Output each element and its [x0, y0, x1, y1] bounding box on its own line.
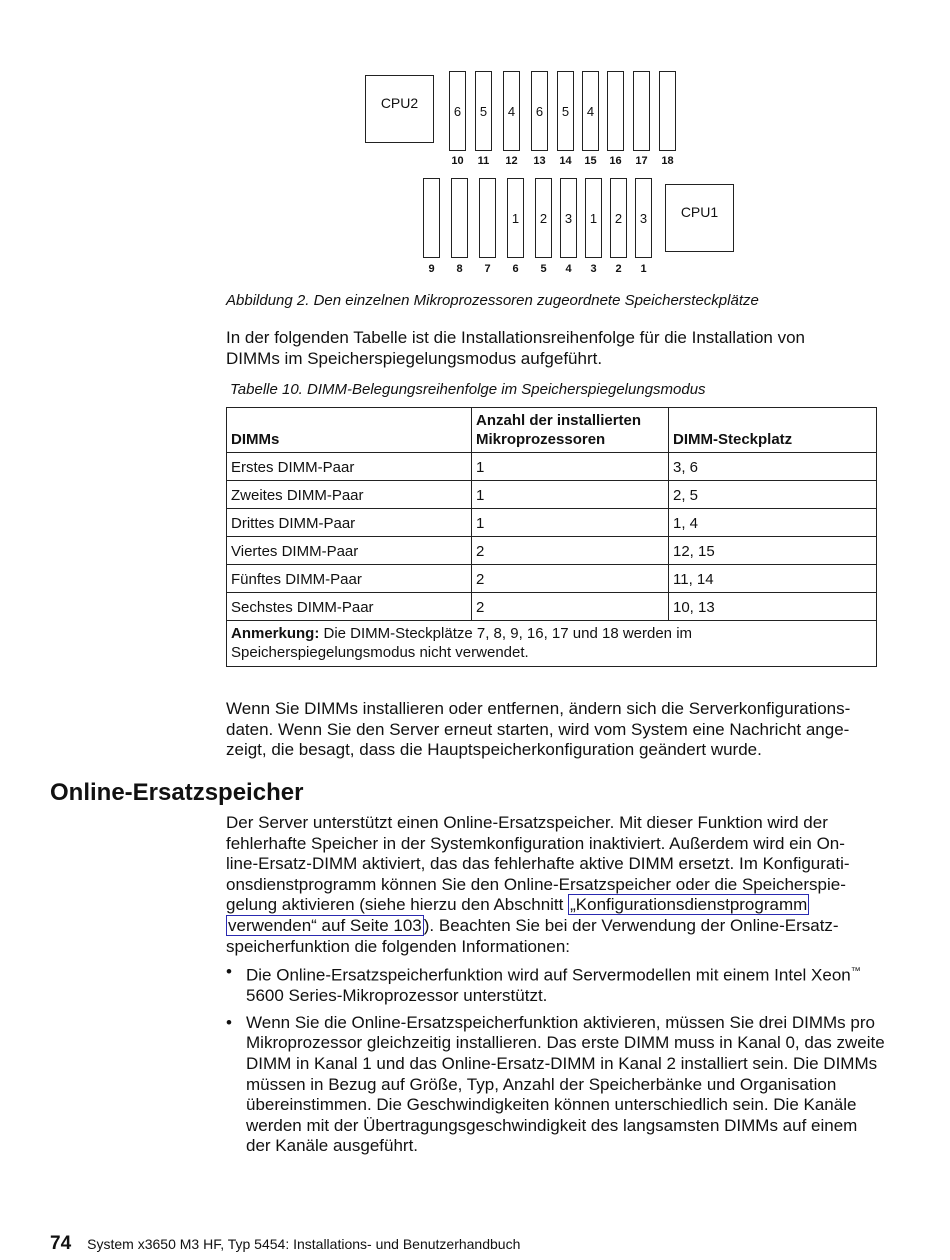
dimm-slot-3: 1 — [585, 178, 602, 258]
table-header-row — [227, 408, 877, 453]
header-slot: DIMM-Steckplatz — [669, 408, 877, 453]
info-bullet-list — [226, 962, 886, 1163]
slot-number: 4 — [565, 263, 572, 275]
table-cell: 1 — [472, 481, 669, 509]
config-utility-link-part1[interactable]: „Konfigurationsdienstprogramm — [570, 895, 808, 915]
table-cell: 1, 4 — [669, 509, 877, 537]
table-cell: Zweites DIMM-Paar — [227, 481, 472, 509]
slot-number: 9 — [428, 263, 435, 275]
slot-number: 6 — [512, 263, 519, 275]
table-note-row — [227, 621, 877, 667]
slot-number: 5 — [540, 263, 547, 275]
table-cell: Sechstes DIMM-Paar — [227, 593, 472, 621]
dimm-slot-1: 3 — [635, 178, 652, 258]
note-label: Anmerkung: — [231, 625, 320, 642]
dimm-slot-4: 3 — [560, 178, 577, 258]
slot-number: 18 — [661, 155, 674, 167]
table-row — [227, 481, 877, 509]
table-cell: Drittes DIMM-Paar — [227, 509, 472, 537]
header-dimms: DIMMs — [227, 408, 472, 453]
header-processors: Anzahl der installierten Mikroprozessoren — [472, 408, 669, 453]
section-title: Online-Ersatzspeicher — [50, 779, 304, 806]
table-cell: 10, 13 — [669, 593, 877, 621]
table-row — [227, 509, 877, 537]
section-text-1: Der Server unterstützt einen Online-Ersatzspeicher. Mit dieser Funktion wird der fehlerhafte Speicher in der Systemkonfiguration inaktiviert. Außerdem wird ein On-line-Ersatz-DIMM aktiviert, das das fehlerhafte aktive DIMM ersetzt. Im Konfigurati-onsdienstprogramm können Sie den Online-Ersatzspeicher oder die Speicherspie-gelung aktivieren (siehe hierzu den Abschnitt — [226, 813, 850, 915]
dimm-slot-18 — [659, 71, 676, 151]
slot-number: 14 — [559, 155, 572, 167]
note-text: Die DIMM-Steckplätze 7, 8, 9, 16, 17 und 18 werden im Speicherspiegelungsmodus nicht verwendet. — [231, 625, 693, 661]
slot-number: 2 — [615, 263, 622, 275]
table-cell: Viertes DIMM-Paar — [227, 537, 472, 565]
after-table-paragraph: Wenn Sie DIMMs installieren oder entfernen, ändern sich die Serverkonfigurations-daten. Wenn Sie den Server erneut starten, wird vom System eine Nachricht ange-zeigt, die besagt, dass die Hauptspeicherkonfiguration geändert wurde. — [226, 699, 851, 760]
table-cell: 1 — [472, 453, 669, 481]
figure-caption: Abbildung 2. Den einzelnen Mikroprozessoren zugeordnete Speichersteckplätze — [226, 292, 759, 309]
dimm-slot-10: 6 — [449, 71, 466, 151]
cpu2-label: CPU2 — [380, 95, 419, 111]
dimm-slot-12: 4 — [503, 71, 520, 151]
table-row — [227, 537, 877, 565]
slot-number: 12 — [505, 155, 518, 167]
slot-number: 10 — [451, 155, 464, 167]
slot-number: 8 — [456, 263, 463, 275]
trademark-symbol: ™ — [850, 966, 861, 977]
dimm-slot-17 — [633, 71, 650, 151]
dimm-slot-15: 4 — [582, 71, 599, 151]
section-text-2: ). Beachten Sie bei der Verwendung der Online-Ersatz-speicherfunktion die folgenden Informationen: — [226, 915, 839, 956]
table-cell: Erstes DIMM-Paar — [227, 453, 472, 481]
dimm-slot-11: 5 — [475, 71, 492, 151]
intro-paragraph: In der folgenden Tabelle ist die Installationsreihenfolge für die Installation von DIMMs im Speicherspiegelungsmodus aufgeführt. — [226, 328, 806, 368]
dimm-slot-5: 2 — [535, 178, 552, 258]
slot-number: 1 — [640, 263, 647, 275]
dimm-slot-16 — [607, 71, 624, 151]
table-row — [227, 593, 877, 621]
bullet-1-post: 5600 Series-Mikroprozessor unterstützt. — [246, 986, 548, 1006]
table-note — [227, 621, 877, 667]
config-utility-link-part2[interactable]: verwenden“ auf Seite 103 — [228, 915, 422, 935]
slot-number: 15 — [584, 155, 597, 167]
section-paragraph — [226, 813, 874, 957]
dimm-slot-8 — [451, 178, 468, 258]
table-caption: Tabelle 10. DIMM-Belegungsreihenfolge im Speicherspiegelungsmodus — [230, 381, 706, 398]
page-footer — [50, 1233, 520, 1255]
list-item — [226, 962, 886, 1007]
dimm-slot-13: 6 — [531, 71, 548, 151]
slot-number: 7 — [484, 263, 491, 275]
table-cell: Fünftes DIMM-Paar — [227, 565, 472, 593]
dimm-slot-7 — [479, 178, 496, 258]
dimm-table — [226, 407, 877, 667]
slot-number: 17 — [635, 155, 648, 167]
dimm-slot-6: 1 — [507, 178, 524, 258]
page-number: 74 — [50, 1233, 72, 1254]
table-body — [227, 453, 877, 621]
table-cell: 1 — [472, 509, 669, 537]
dimm-slot-9 — [423, 178, 440, 258]
dimm-slot-14: 5 — [557, 71, 574, 151]
list-item: • Wenn Sie die Online-Ersatzspeicherfunktion aktivieren, müssen Sie drei DIMMs pro Mikroprozessor gleichzeitig installieren. Das erste DIMM muss in Kanal 0, das zweite DIMM in Kanal 1 und das Online-Ersatz-DIMM in Kanal 2 installiert sein. Die DIMMs müssen in Bezug auf Größe, Typ, Anzahl der Speicherbänke und Organisation übereinstimmen. Die Geschwindigkeiten können unterschiedlich sein. Die Kanäle werden mit der Übertragungsgeschwindigkeit des langsamsten DIMMs auf einem der Kanäle ausgeführt. — [226, 1013, 886, 1157]
cpu1-label: CPU1 — [680, 204, 719, 220]
cpu2-box — [365, 75, 434, 143]
slot-number: 16 — [609, 155, 622, 167]
dimm-slot-2: 2 — [610, 178, 627, 258]
table-cell: 2 — [472, 593, 669, 621]
table-cell: 12, 15 — [669, 537, 877, 565]
table-row — [227, 453, 877, 481]
slot-number: 13 — [533, 155, 546, 167]
table-cell: 3, 6 — [669, 453, 877, 481]
slot-number: 11 — [477, 155, 490, 167]
cpu1-box — [665, 184, 734, 252]
footer-text: System x3650 M3 HF, Typ 5454: Installations- und Benutzerhandbuch — [87, 1236, 521, 1252]
table-cell: 2 — [472, 565, 669, 593]
slot-number: 3 — [590, 263, 597, 275]
bullet-1-pre: Die Online-Ersatzspeicherfunktion wird auf Servermodellen mit einem Intel Xeon — [246, 965, 851, 985]
table-cell: 2, 5 — [669, 481, 877, 509]
table-cell: 2 — [472, 537, 669, 565]
table-row — [227, 565, 877, 593]
table-cell: 11, 14 — [669, 565, 877, 593]
